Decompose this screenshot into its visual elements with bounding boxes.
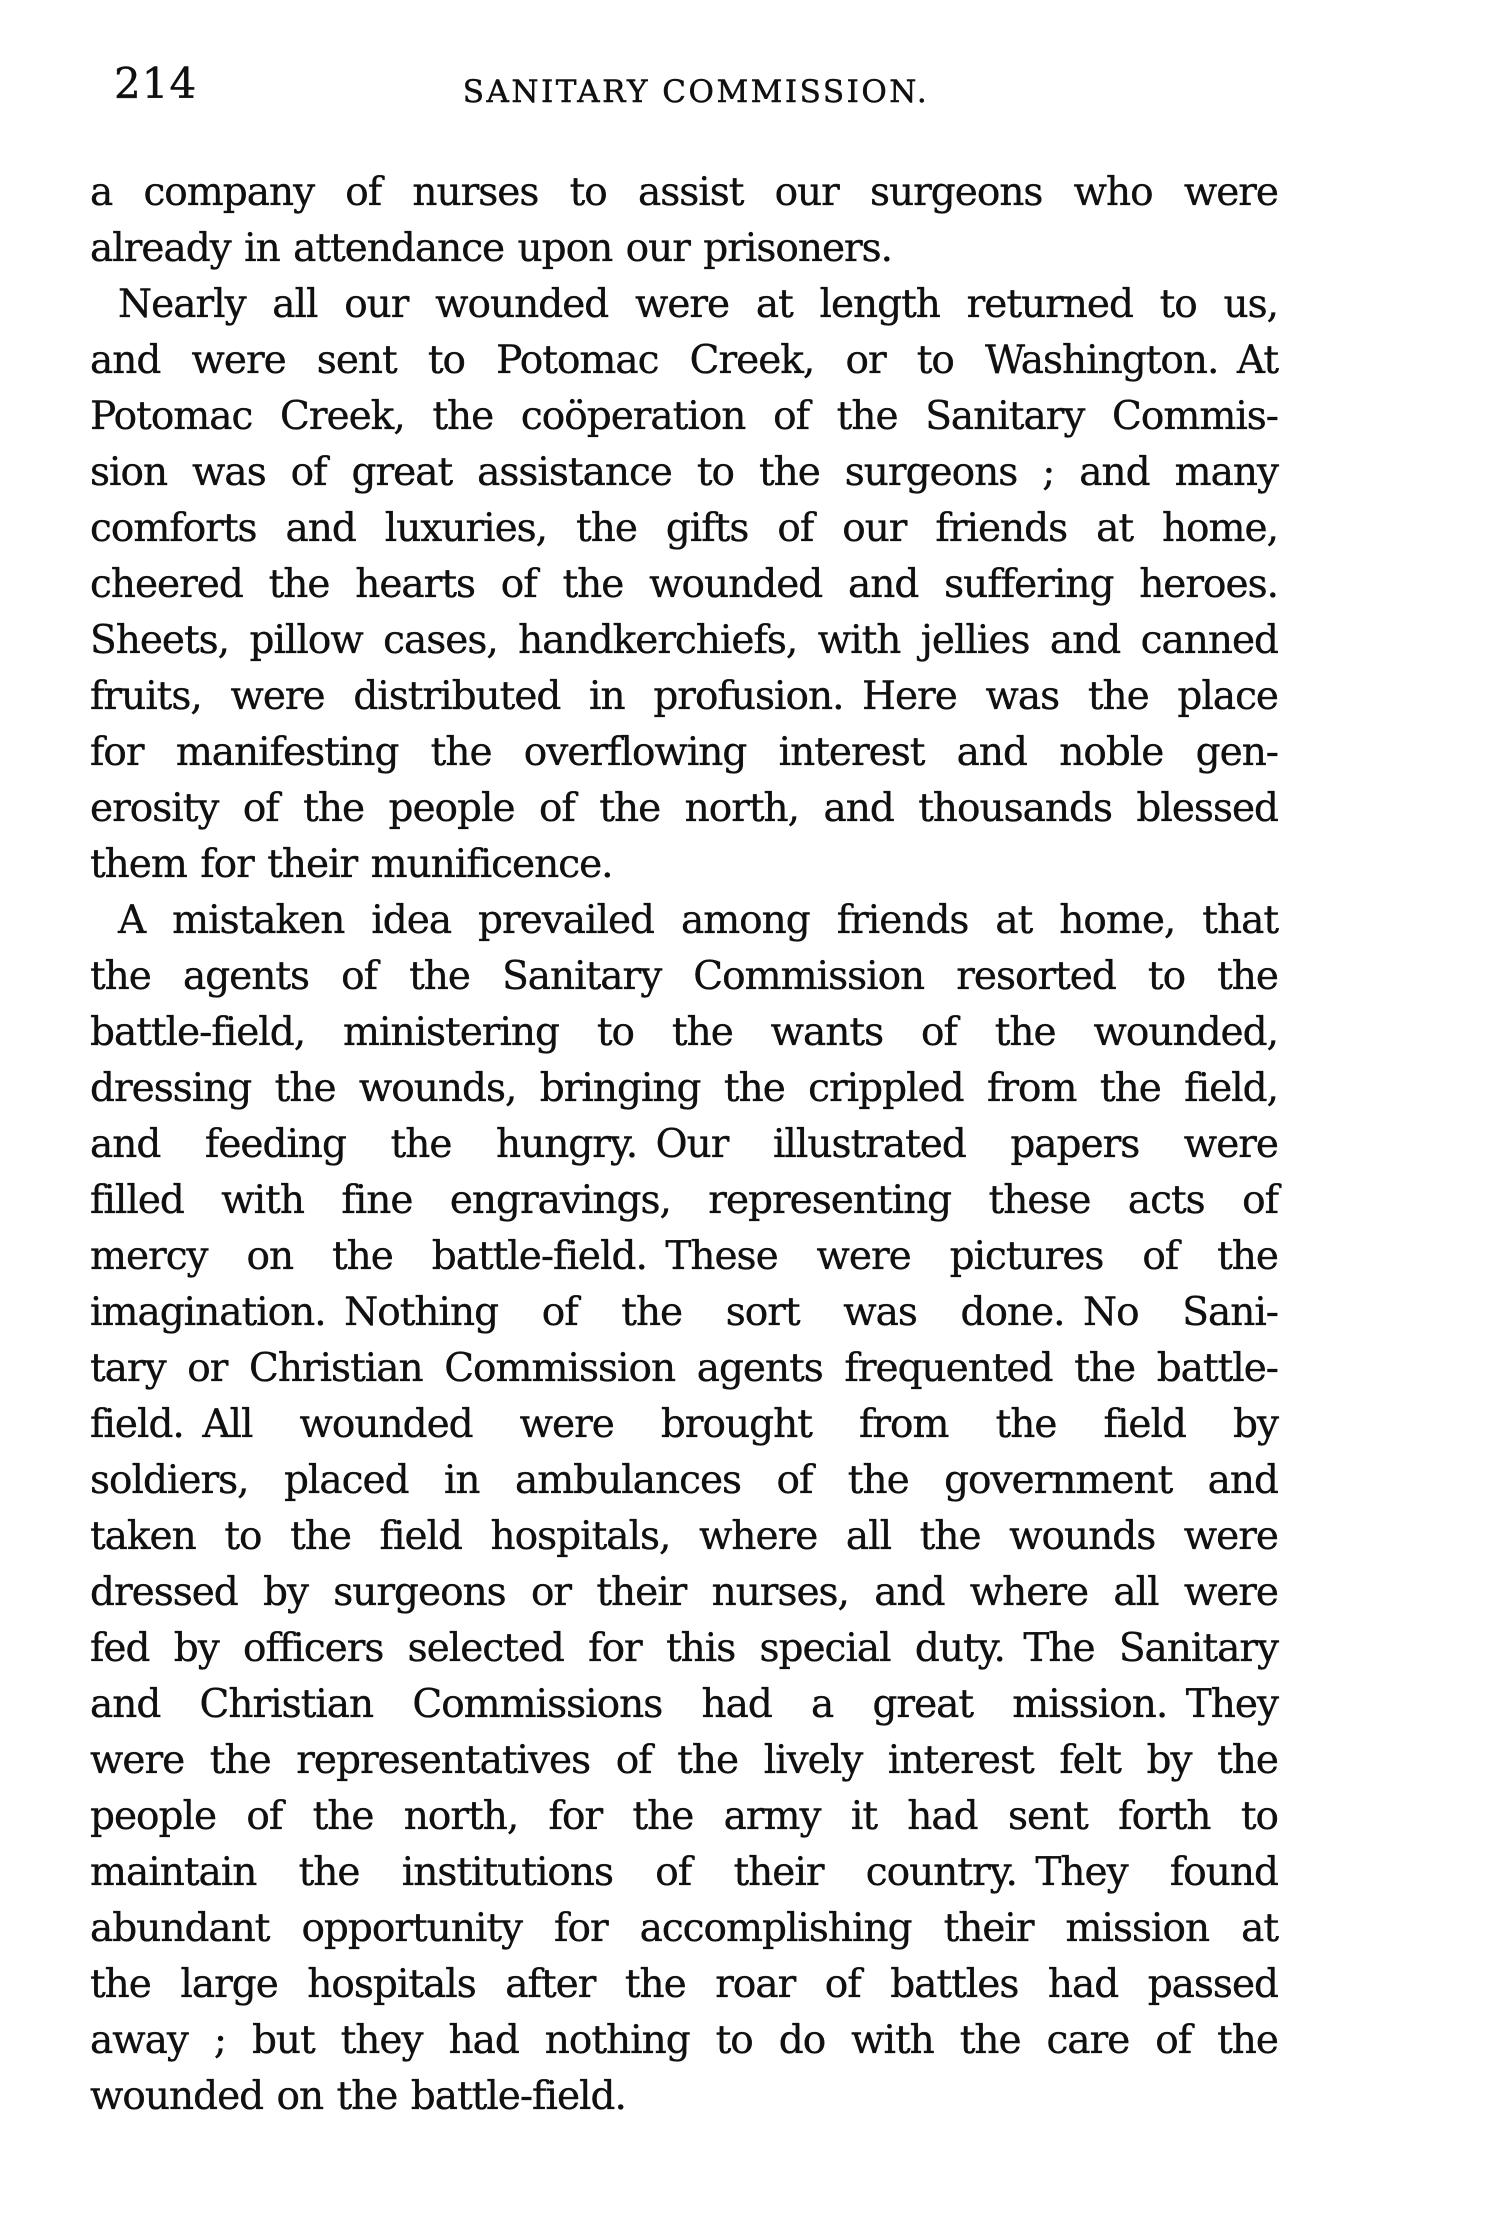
text-line: battle-field, ministering to the wants of the wounded, bbox=[90, 1010, 1278, 1055]
text-line: abundant opportunity for accomplishing their mission at bbox=[90, 1906, 1278, 1951]
text-line: for manifesting the overflowing interest and noble gen- bbox=[90, 730, 1278, 775]
text-line: taken to the field hospitals, where all the wounds were bbox=[90, 1514, 1278, 1559]
text-line: maintain the institutions of their country. They found bbox=[90, 1850, 1278, 1895]
text-line: the agents of the Sanitary Commission resorted to the bbox=[90, 954, 1278, 999]
text-line: comforts and luxuries, the gifts of our friends at home, bbox=[90, 506, 1278, 551]
text-line: them for their munificence. bbox=[90, 842, 613, 887]
text-line: and were sent to Potomac Creek, or to Washington. At bbox=[90, 338, 1278, 383]
text-block bbox=[90, 165, 1278, 2125]
text-line: sion was of great assistance to the surgeons ; and many bbox=[90, 450, 1278, 495]
text-line: erosity of the people of the north, and thousands blessed bbox=[90, 786, 1278, 831]
text-line: Potomac Creek, the coöperation of the Sanitary Commis- bbox=[90, 394, 1278, 439]
text-line: field. All wounded were brought from the field by bbox=[90, 1402, 1278, 1447]
text-line: and feeding the hungry. Our illustrated papers were bbox=[90, 1122, 1278, 1167]
page-number: 214 bbox=[114, 59, 198, 108]
text-line: fed by officers selected for this special duty. The Sanitary bbox=[90, 1626, 1278, 1671]
text-line: imagination. Nothing of the sort was done. No Sani- bbox=[90, 1290, 1278, 1335]
text-line: fruits, were distributed in profusion. Here was the place bbox=[90, 674, 1278, 719]
text-line: were the representatives of the lively interest felt by the bbox=[90, 1738, 1278, 1783]
text-line: mercy on the battle-field. These were pictures of the bbox=[90, 1234, 1278, 1279]
text-line: the large hospitals after the roar of battles had passed bbox=[90, 1962, 1278, 2007]
text-line: dressing the wounds, bringing the crippled from the field, bbox=[90, 1066, 1278, 1111]
text-line: filled with fine engravings, representing these acts of bbox=[90, 1178, 1278, 1223]
text-line: cheered the hearts of the wounded and suffering heroes. bbox=[90, 562, 1278, 607]
text-line: already in attendance upon our prisoners. bbox=[90, 226, 893, 271]
text-line: wounded on the battle-field. bbox=[90, 2074, 626, 2119]
text-line: away ; but they had nothing to do with the care of the bbox=[90, 2018, 1278, 2063]
running-title: SANITARY COMMISSION. bbox=[462, 74, 930, 110]
text-line: A mistaken idea prevailed among friends at home, that bbox=[118, 898, 1278, 943]
text-line: soldiers, placed in ambulances of the government and bbox=[90, 1458, 1278, 1503]
text-line: Sheets, pillow cases, handkerchiefs, with jellies and canned bbox=[90, 618, 1278, 663]
text-line: and Christian Commissions had a great mission. They bbox=[90, 1682, 1278, 1727]
text-line: Nearly all our wounded were at length returned to us, bbox=[118, 282, 1278, 327]
text-line: a company of nurses to assist our surgeons who were bbox=[90, 170, 1278, 215]
text-line: tary or Christian Commission agents frequented the battle- bbox=[90, 1346, 1278, 1391]
text-line: dressed by surgeons or their nurses, and where all were bbox=[90, 1570, 1278, 1615]
text-line: people of the north, for the army it had sent forth to bbox=[90, 1794, 1278, 1839]
